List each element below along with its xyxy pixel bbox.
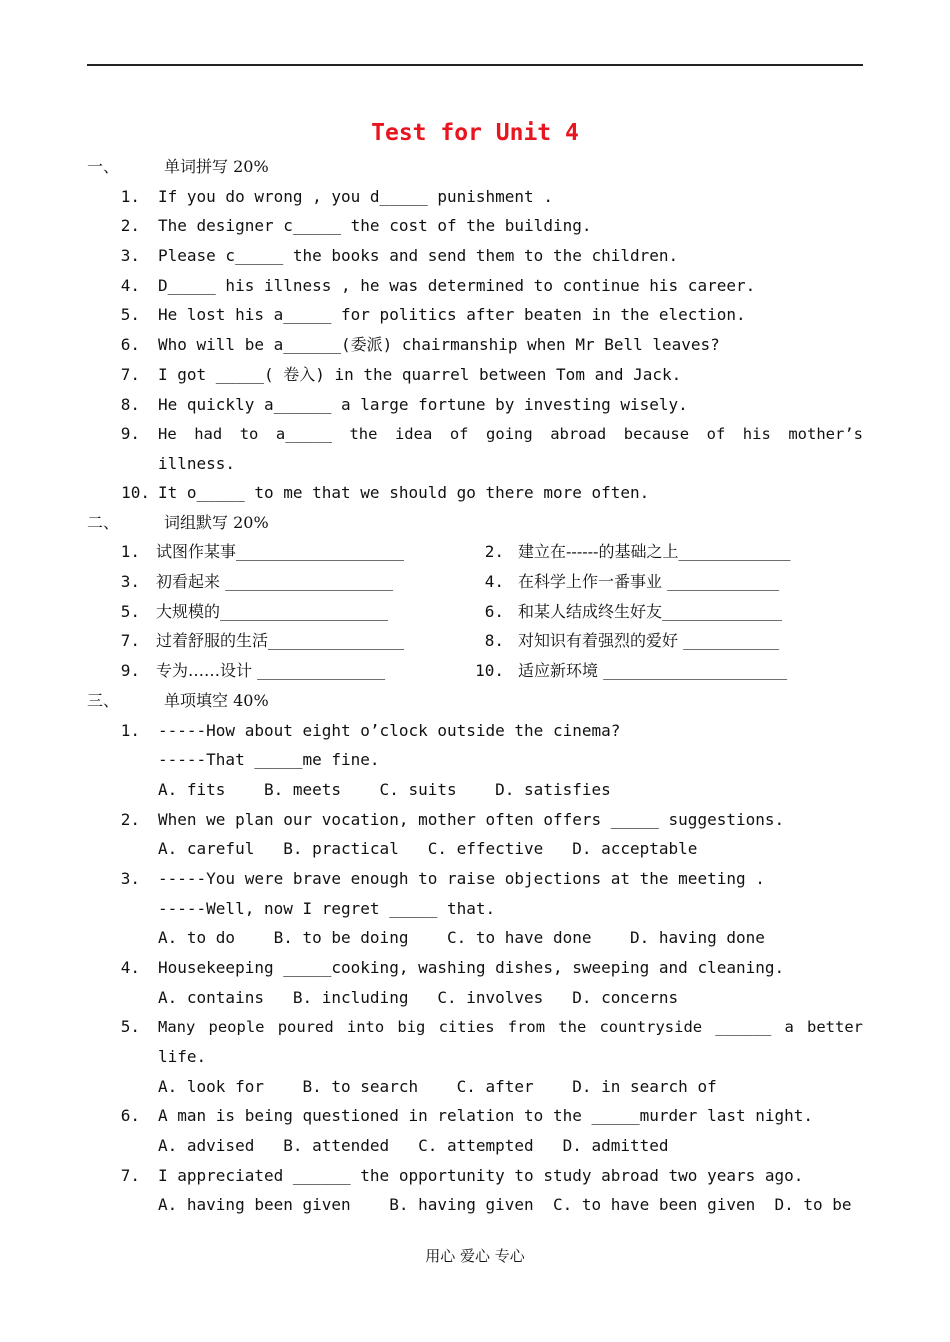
item-number: 8. [120,395,140,414]
phrase-text: 初看起来 _____________________ [156,572,394,591]
header-rule [87,64,863,66]
phrase-text: 大规模的_____________________ [156,602,389,621]
question-text: A man is being questioned in relation to the _____murder last night. [158,1106,814,1125]
phrase-text: 和某人结成终生好友_______________ [518,602,783,621]
answer-options: A. to do B. to be doing C. to have done D. having done [158,928,765,947]
question-text: -----That _____me fine. [158,750,380,769]
item-number: 10. [121,483,150,502]
item-text: He had to a_____ the idea of going abroad because of his mother’s [158,425,863,443]
answer-options: A. advised B. attended C. attempted D. admitted [158,1136,669,1155]
question-number: 4. [120,958,140,977]
item-number: 7. [120,365,140,384]
phrase-text: 在科学上作一番事业 ______________ [518,572,780,591]
section-heading: 单项填空 40% [164,691,269,710]
section-number: 一、 [87,157,120,176]
question-number: 6. [120,1106,140,1125]
question-text: I appreciated ______ the opportunity to study abroad two years ago. [158,1166,804,1185]
phrase-number: 5. [120,602,140,621]
item-text: D_____ his illness , he was determined to continue his career. [158,276,756,295]
answer-options: A. careful B. practical C. effective D. acceptable [158,839,698,858]
item-text-continued: illness. [158,454,236,473]
phrase-number: 10. [475,661,504,680]
phrase-number: 7. [120,631,140,650]
phrase-number: 8. [484,631,504,650]
item-number: 3. [120,246,140,265]
item-text: If you do wrong , you d_____ punishment . [158,187,553,206]
answer-options: A. look for B. to search C. after D. in search of [158,1077,717,1096]
question-text: Housekeeping _____cooking, washing dishes, sweeping and cleaning. [158,958,785,977]
item-number: 1. [120,187,140,206]
page-title: Test for Unit 4 [371,120,579,146]
question-number: 2. [120,810,140,829]
phrase-number: 1. [120,542,140,561]
answer-options: A. fits B. meets C. suits D. satisfies [158,780,611,799]
section-heading: 单词拼写 20% [164,157,269,176]
page-footer: 用心 爱心 专心 [425,1247,525,1265]
item-text: Please c_____ the books and send them to the children. [158,246,679,265]
question-text: -----You were brave enough to raise objections at the meeting . [158,869,765,888]
question-number: 5. [120,1017,140,1036]
section-heading: 词组默写 20% [164,513,269,532]
question-number: 3. [120,869,140,888]
section-number: 二、 [87,513,120,532]
phrase-number: 2. [484,542,504,561]
phrase-text: 建立在------的基础之上______________ [518,542,791,561]
item-number: 4. [120,276,140,295]
question-text: Many people poured into big cities from the countryside ______ a better [158,1018,863,1036]
section-number: 三、 [87,691,120,710]
answer-options: A. having been given B. having given C. to have been given D. to be [158,1195,852,1214]
question-text-continued: life. [158,1047,207,1066]
item-text: It o_____ to me that we should go there more often. [158,483,650,502]
question-text: When we plan our vocation, mother often offers _____ suggestions. [158,810,785,829]
phrase-text: 过着舒服的生活_________________ [156,631,405,650]
item-text: Who will be a______(委派) chairmanship when Mr Bell leaves? [158,335,720,354]
item-number: 6. [120,335,140,354]
question-number: 1. [120,721,140,740]
phrase-number: 4. [484,572,504,591]
phrase-number: 6. [484,602,504,621]
answer-options: A. contains B. including C. involves D. concerns [158,988,679,1007]
item-text: I got _____( 卷入) in the quarrel between Tom and Jack. [158,365,682,384]
question-number: 7. [120,1166,140,1185]
phrase-text: 专为……设计 ________________ [156,661,386,680]
phrase-number: 3. [120,572,140,591]
item-text: He quickly a______ a large fortune by investing wisely. [158,395,688,414]
phrase-number: 9. [120,661,140,680]
phrase-text: 试图作某事_____________________ [156,542,405,561]
question-text: -----Well, now I regret _____ that. [158,899,496,918]
item-text: He lost his a_____ for politics after beaten in the election. [158,305,746,324]
item-text: The designer c_____ the cost of the building. [158,216,592,235]
phrase-text: 适应新环境 _______________________ [518,661,788,680]
phrase-text: 对知识有着强烈的爱好 ____________ [518,631,780,650]
item-number: 2. [120,216,140,235]
question-text: -----How about eight o’clock outside the cinema? [158,721,621,740]
item-number: 5. [120,305,140,324]
item-number: 9. [120,424,140,443]
